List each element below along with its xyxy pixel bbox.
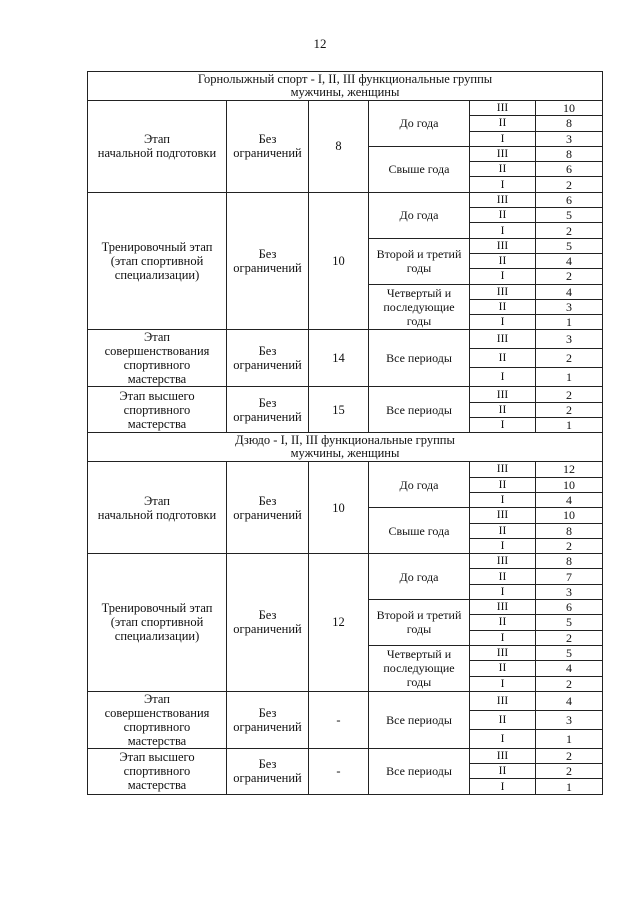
training-period-text: Все периоды [386, 712, 452, 727]
functional-group [470, 508, 536, 523]
group-value [536, 748, 603, 763]
group-value [536, 630, 603, 645]
group-value-text: 3 [566, 131, 572, 146]
group-value [536, 508, 603, 523]
functional-group-text: II [498, 524, 507, 537]
training-period [369, 330, 470, 387]
functional-group-text: I [500, 631, 505, 644]
group-value-text: 4 [566, 284, 572, 299]
table-row [88, 192, 603, 207]
functional-group-text: I [500, 132, 505, 145]
functional-group-text: III [496, 749, 509, 762]
training-period-text: До года [399, 208, 439, 223]
functional-group-text: II [498, 713, 507, 726]
functional-group-text: I [500, 494, 505, 507]
functional-group-text: II [498, 117, 507, 130]
functional-group [470, 462, 536, 477]
training-period [369, 192, 470, 238]
group-value [536, 418, 603, 433]
athlete-count-text: 12 [332, 615, 345, 630]
table-row [88, 462, 603, 477]
age-limit [227, 387, 309, 433]
group-value [536, 131, 603, 146]
section-title-line1: Дзюдо - I, II, III функциональные группы [235, 433, 455, 448]
group-value [536, 402, 603, 417]
functional-group-text: III [496, 193, 509, 206]
functional-group [470, 523, 536, 538]
group-value [536, 764, 603, 779]
training-period-text: До года [399, 569, 439, 584]
group-value-text: 8 [566, 116, 572, 131]
functional-group [470, 600, 536, 615]
functional-group-text: II [498, 301, 507, 313]
group-value [536, 387, 603, 402]
functional-group [470, 284, 536, 299]
section-title-line2: мужчины, женщины [290, 446, 400, 461]
training-period-text: Все периоды [386, 764, 452, 779]
group-value [536, 269, 603, 284]
group-value [536, 330, 603, 349]
functional-group [470, 387, 536, 402]
group-value [536, 146, 603, 161]
functional-group-text: I [500, 224, 505, 237]
table-row [88, 748, 603, 763]
functional-group-text: II [498, 163, 507, 176]
athlete-count [309, 330, 369, 387]
functional-group-text: II [498, 662, 507, 675]
age-limit [227, 748, 309, 794]
functional-group-text: III [496, 647, 509, 660]
group-value-text: 8 [566, 523, 572, 538]
group-value-text: 10 [563, 101, 575, 116]
functional-group-text: II [498, 765, 507, 778]
functional-group [470, 315, 536, 330]
stage-name-text: Тренировочный этап (этап спортивной специализации) [101, 240, 213, 283]
group-value-text: 5 [566, 615, 572, 630]
table-row [88, 101, 603, 116]
sports-groups-table [87, 71, 603, 795]
training-period [369, 101, 470, 147]
group-value [536, 253, 603, 268]
training-period [369, 146, 470, 192]
group-value-text: 2 [566, 748, 572, 763]
functional-group [470, 116, 536, 131]
group-value-text: 2 [566, 402, 572, 417]
training-period-text: До года [399, 477, 439, 492]
group-value [536, 710, 603, 729]
group-value-text: 1 [566, 731, 572, 746]
training-period [369, 508, 470, 554]
age-limit-text: Без ограничений [233, 132, 302, 161]
group-value [536, 238, 603, 253]
table-row [88, 330, 603, 349]
age-limit-text: Без ограничений [233, 608, 302, 637]
group-value-text: 6 [566, 162, 572, 177]
group-value [536, 477, 603, 492]
group-value [536, 177, 603, 192]
functional-group-text: I [500, 371, 505, 384]
functional-group-text: III [496, 102, 509, 115]
athlete-count-text: 14 [332, 351, 345, 366]
functional-group [470, 368, 536, 387]
group-value [536, 315, 603, 330]
stage-name [88, 462, 227, 554]
group-value-text: 1 [566, 370, 572, 385]
functional-group [470, 538, 536, 553]
functional-group [470, 584, 536, 599]
group-value [536, 538, 603, 553]
athlete-count [309, 748, 369, 794]
stage-name [88, 330, 227, 387]
functional-group-text: III [496, 239, 509, 252]
group-value-text: 4 [566, 493, 572, 508]
group-value-text: 8 [566, 554, 572, 569]
group-value-text: 6 [566, 600, 572, 615]
training-period [369, 691, 470, 748]
group-value-text: 12 [563, 462, 575, 477]
group-value-text: 2 [566, 177, 572, 192]
functional-group-text: I [500, 539, 505, 552]
functional-group [470, 676, 536, 691]
age-limit [227, 101, 309, 193]
functional-group-text: II [498, 616, 507, 629]
functional-group [470, 729, 536, 748]
training-period [369, 462, 470, 508]
group-value-text: 2 [566, 223, 572, 238]
group-value [536, 284, 603, 299]
athlete-count [309, 101, 369, 193]
group-value-text: 5 [566, 208, 572, 223]
page-number: 12 [313, 36, 327, 51]
functional-group [470, 691, 536, 710]
section-header-row [88, 72, 603, 101]
functional-group-text: III [496, 601, 509, 614]
functional-group-text: I [500, 178, 505, 191]
age-limit-text: Без ограничений [233, 757, 302, 786]
group-value [536, 661, 603, 676]
section-header-row [88, 433, 603, 462]
group-value [536, 368, 603, 387]
group-value-text: 1 [566, 779, 572, 794]
group-value-text: 10 [563, 477, 575, 492]
functional-group-text: I [500, 419, 505, 432]
group-value-text: 10 [563, 508, 575, 523]
group-value-text: 6 [566, 192, 572, 207]
stage-name-text: Этап совершенствования спортивного мастерства [104, 691, 210, 748]
training-period [369, 748, 470, 794]
functional-group [470, 661, 536, 676]
functional-group [470, 208, 536, 223]
training-period-text: Четвертый и последующие годы [383, 647, 455, 690]
functional-group [470, 764, 536, 779]
group-value-text: 2 [566, 387, 572, 402]
functional-group-text: I [500, 732, 505, 745]
group-value [536, 729, 603, 748]
age-limit [227, 192, 309, 330]
athlete-count-text: 10 [332, 254, 345, 269]
group-value-text: 4 [566, 254, 572, 269]
group-value-text: 4 [566, 661, 572, 676]
stage-name [88, 387, 227, 433]
stage-name [88, 192, 227, 330]
section-title-line1: Горнолыжный спорт - I, II, III функциональные группы [197, 72, 493, 86]
training-period-text: Второй и третий годы [376, 247, 462, 276]
training-period-text: Второй и третий годы [376, 608, 462, 637]
age-limit-text: Без ограничений [233, 395, 302, 424]
functional-group-text: II [498, 403, 507, 416]
functional-group [470, 253, 536, 268]
group-value [536, 676, 603, 691]
group-value-text: 2 [566, 351, 572, 366]
group-value-text: 1 [566, 418, 572, 433]
functional-group [470, 645, 536, 660]
age-limit-text: Без ограничений [233, 344, 302, 373]
functional-group-text: III [496, 333, 509, 346]
athlete-count-text: 15 [332, 402, 345, 417]
group-value [536, 101, 603, 116]
functional-group-text: I [500, 316, 505, 329]
group-value-text: 8 [566, 147, 572, 162]
stage-name [88, 691, 227, 748]
group-value [536, 584, 603, 599]
group-value-text: 2 [566, 538, 572, 553]
functional-group [470, 269, 536, 284]
table-row [88, 554, 603, 569]
functional-group [470, 630, 536, 645]
functional-group [470, 748, 536, 763]
group-value-text: 7 [566, 569, 572, 584]
group-value [536, 600, 603, 615]
group-value-text: 2 [566, 764, 572, 779]
group-value-text: 4 [566, 693, 572, 708]
age-limit-text: Без ограничений [233, 705, 302, 734]
training-period [369, 645, 470, 691]
training-period-text: До года [399, 116, 439, 131]
group-value [536, 223, 603, 238]
group-value [536, 116, 603, 131]
training-period [369, 554, 470, 600]
group-value-text: 2 [566, 630, 572, 645]
group-value-text: 2 [566, 676, 572, 691]
athlete-count-text: - [336, 764, 341, 779]
group-value [536, 554, 603, 569]
group-value-text: 3 [566, 712, 572, 727]
functional-group [470, 192, 536, 207]
group-value-text: 5 [566, 238, 572, 253]
training-period-text: Свыше года [388, 162, 450, 177]
stage-name-text: Этап высшего спортивного мастерства [119, 388, 195, 431]
training-period [369, 387, 470, 433]
group-value [536, 192, 603, 207]
functional-group-text: II [498, 352, 507, 365]
functional-group-text: II [498, 570, 507, 583]
training-period [369, 600, 470, 646]
functional-group [470, 146, 536, 161]
stage-name [88, 554, 227, 692]
functional-group-text: III [496, 285, 509, 298]
stage-name-text: Тренировочный этап (этап спортивной специализации) [101, 601, 213, 644]
table-row [88, 691, 603, 710]
functional-group [470, 477, 536, 492]
group-value [536, 299, 603, 314]
functional-group [470, 569, 536, 584]
athlete-count [309, 387, 369, 433]
age-limit-text: Без ограничений [233, 247, 302, 276]
stage-name [88, 101, 227, 193]
functional-group [470, 349, 536, 368]
group-value-text: 3 [566, 300, 572, 314]
group-value [536, 569, 603, 584]
age-limit [227, 554, 309, 692]
group-value [536, 691, 603, 710]
functional-group-text: III [496, 509, 509, 522]
functional-group [470, 418, 536, 433]
functional-group [470, 402, 536, 417]
group-value [536, 162, 603, 177]
stage-name-text: Этап начальной подготовки [97, 493, 217, 522]
functional-group [470, 710, 536, 729]
athlete-count [309, 192, 369, 330]
group-value-text: 5 [566, 646, 572, 661]
functional-group [470, 177, 536, 192]
stage-name-text: Этап высшего спортивного мастерства [119, 750, 195, 793]
functional-group-text: II [498, 209, 507, 222]
group-value [536, 208, 603, 223]
group-value [536, 523, 603, 538]
group-value [536, 349, 603, 368]
functional-group [470, 615, 536, 630]
training-period-text: Четвертый и последующие годы [383, 286, 455, 328]
functional-group [470, 779, 536, 794]
training-period [369, 284, 470, 330]
functional-group [470, 238, 536, 253]
functional-group-text: II [498, 255, 507, 268]
athlete-count-text: 10 [332, 500, 345, 515]
functional-group-text: I [500, 585, 505, 598]
functional-group-text: III [496, 694, 509, 707]
functional-group [470, 131, 536, 146]
functional-group-text: III [496, 388, 509, 401]
functional-group-text: I [500, 270, 505, 283]
functional-group-text: II [498, 478, 507, 491]
functional-group-text: III [496, 463, 509, 476]
age-limit-text: Без ограничений [233, 493, 302, 522]
group-value [536, 645, 603, 660]
functional-group [470, 162, 536, 177]
training-period-text: Свыше года [388, 523, 450, 538]
athlete-count-text: - [336, 712, 341, 727]
table-row [88, 387, 603, 402]
functional-group-text: III [496, 148, 509, 161]
age-limit [227, 330, 309, 387]
group-value [536, 615, 603, 630]
group-value-text: 3 [566, 332, 572, 347]
group-value-text: 3 [566, 584, 572, 599]
section-title [88, 433, 603, 462]
group-value [536, 492, 603, 507]
age-limit [227, 691, 309, 748]
athlete-count [309, 462, 369, 554]
functional-group [470, 101, 536, 116]
athlete-count [309, 691, 369, 748]
training-period-text: Все периоды [386, 351, 452, 366]
functional-group-text: I [500, 780, 505, 793]
athlete-count [309, 554, 369, 692]
group-value [536, 462, 603, 477]
functional-group [470, 554, 536, 569]
stage-name-text: Этап совершенствования спортивного мастерства [104, 330, 210, 387]
section-title-line2: мужчины, женщины [290, 85, 400, 99]
age-limit [227, 462, 309, 554]
functional-group [470, 330, 536, 349]
functional-group [470, 223, 536, 238]
functional-group [470, 492, 536, 507]
functional-group-text: I [500, 677, 505, 690]
training-period [369, 238, 470, 284]
group-value-text: 2 [566, 269, 572, 284]
athlete-count-text: 8 [335, 139, 342, 154]
section-title [88, 72, 603, 101]
functional-group-text: III [496, 555, 509, 568]
functional-group [470, 299, 536, 314]
stage-name [88, 748, 227, 794]
stage-name-text: Этап начальной подготовки [97, 132, 217, 161]
group-value-text: 1 [566, 315, 572, 330]
group-value [536, 779, 603, 794]
training-period-text: Все периоды [386, 402, 452, 417]
